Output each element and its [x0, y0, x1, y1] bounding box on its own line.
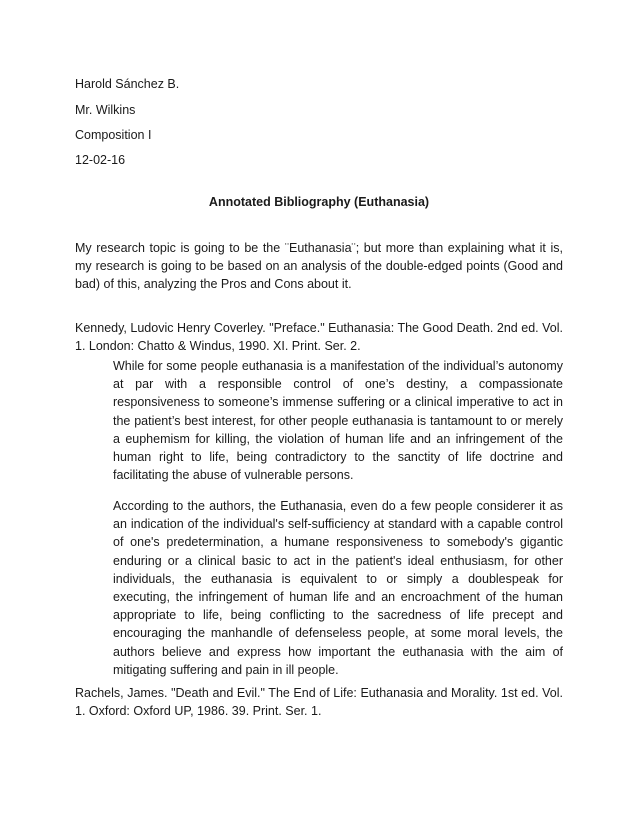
author-name: Harold Sánchez B.: [75, 77, 180, 91]
document-date: 12-02-16: [75, 153, 126, 167]
intro-paragraph: My research topic is going to be the ¨Euthanasia¨; but more than explaining what it is, my research is going to be based on an analysis of the double-edged points (Good and bad) of this, analyzing the Pros and Cons about it.: [75, 241, 563, 291]
citation-rachels: Rachels, James. "Death and Evil." The End of Life: Euthanasia and Morality. 1st ed. Vol. 1. Oxford: Oxford UP, 1986. 39. Print. Ser. 1.: [75, 686, 563, 718]
document-title: Annotated Bibliography (Euthanasia): [208, 195, 430, 209]
citation-kennedy: Kennedy, Ludovic Henry Coverley. "Preface." Euthanasia: The Good Death. 2nd ed. Vol. 1. London: Chatto & Windus, 1990. XI. Print. Ser. 2.: [75, 321, 563, 353]
instructor-name: Mr. Wilkins: [75, 103, 136, 117]
quote-kennedy: While for some people euthanasia is a manifestation of the individual’s autonomy at par with a responsible control of one’s destiny, a compassionate responsiveness to someone’s immense suffering or a clinical imperative to act in the patient’s best interest, for other people euthanasia is tantamount to or merely a euphemism for killing, the violation of human life and an infringement of the human right to life, being contradictory to the sanctity of life doctrine and facilitating the abuse of vulnerable persons.: [113, 359, 563, 483]
course-name: Composition I: [75, 128, 152, 142]
annotation-kennedy: According to the authors, the Euthanasia, even do a few people considerer it as an indication of the individual's self-sufficiency at standard with a capable control of one's predetermination, a humane responsiveness to somebody's gigantic enduring or a clinical basic to act in the patient's ideal enthusiasm, for other individuals, the euthanasia is equivalent to or simply a doublespeak for executing, the infringement of human life and an encroachment of the human appropriate to life, being conflicting to the sacredness of life precept and encouraging the manhandle of defenseless people, at some moral levels, the authors believe and express how important the euthanasia with the aim of mitigating suffering and pain in ill people.: [113, 499, 563, 677]
